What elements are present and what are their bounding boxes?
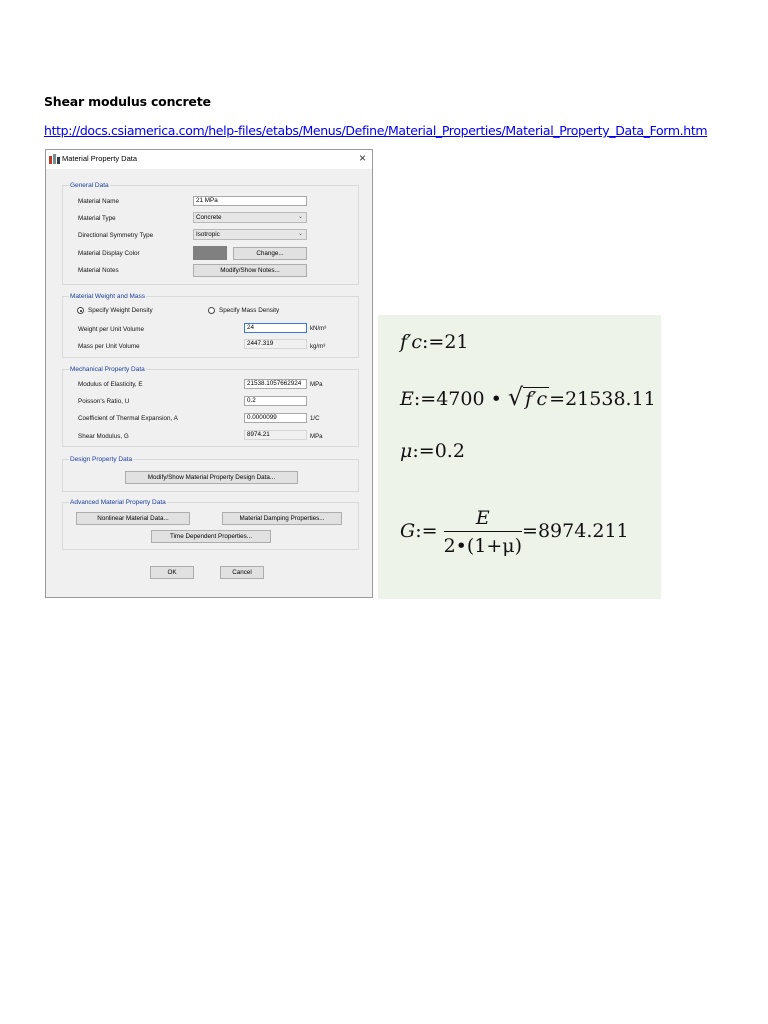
display-color-swatch (193, 246, 227, 260)
cancel-button[interactable]: Cancel (220, 566, 264, 579)
dialog-titlebar (46, 150, 372, 169)
assign-operator: := (413, 388, 437, 410)
thermal-unit: 1/C (310, 415, 320, 422)
material-notes-label: Material Notes (78, 267, 119, 274)
equals-sign: = (522, 520, 538, 542)
damping-properties-button[interactable]: Material Damping Properties... (222, 512, 342, 525)
mass-per-volume-value: 2447.319 (244, 339, 307, 349)
change-color-button[interactable]: Change... (233, 247, 307, 260)
design-data-button[interactable]: Modify/Show Material Property Design Data... (125, 471, 298, 484)
assign-operator: := (422, 331, 445, 353)
e-symbol: E (400, 388, 414, 410)
general-data-group (62, 182, 359, 285)
shear-modulus-label: Shear Modulus, G (78, 433, 129, 440)
mass-unit: kg/m³ (310, 343, 326, 350)
chevron-down-icon: ⌄ (297, 214, 303, 220)
e-result: 21538.11 (565, 388, 656, 410)
assign-operator: := (412, 440, 435, 462)
display-color-label: Material Display Color (78, 250, 140, 257)
ok-button[interactable]: OK (150, 566, 194, 579)
g-fraction (444, 507, 522, 557)
g-numerator: E (444, 507, 522, 532)
fc-value: 21 (444, 331, 469, 353)
g-result: 8974.211 (537, 520, 629, 542)
reference-link[interactable]: http://docs.csiamerica.com/help-files/etabs/Menus/Define/Material_Properties/Material_Property_Data_Form.htm (44, 123, 708, 138)
material-name-input[interactable]: 21 MPa (193, 196, 307, 206)
specify-weight-label: Specify Weight Density (88, 307, 153, 314)
mu-equation (400, 440, 465, 462)
design-data-group (62, 456, 359, 492)
weight-mass-group (62, 293, 359, 358)
formula-panel (378, 315, 661, 599)
advanced-data-legend: Advanced Material Property Data (70, 499, 166, 506)
symmetry-type-select[interactable] (193, 229, 307, 240)
g-denominator: 2•(1+μ) (443, 535, 523, 557)
modify-notes-button[interactable]: Modify/Show Notes... (193, 264, 307, 277)
poisson-label: Poisson's Ratio, U (78, 398, 130, 405)
material-type-value: Concrete (196, 214, 222, 221)
app-icon (49, 154, 60, 164)
mu-value: 0.2 (434, 440, 465, 462)
chevron-down-icon: ⌄ (297, 231, 303, 237)
weight-unit: kN/m³ (310, 325, 327, 332)
elasticity-input[interactable]: 21538.1057662924 (244, 379, 307, 389)
thermal-input[interactable]: 0.0000099 (244, 413, 307, 423)
nonlinear-data-button[interactable]: Nonlinear Material Data... (76, 512, 190, 525)
specify-mass-radio[interactable] (208, 307, 215, 314)
material-name-label: Material Name (78, 198, 119, 205)
sqrt-icon: √ (507, 383, 524, 411)
thermal-label: Coefficient of Thermal Expansion, A (78, 415, 178, 422)
poisson-input[interactable]: 0.2 (244, 396, 307, 406)
material-property-dialog (45, 149, 373, 598)
mu-symbol: μ (400, 440, 413, 462)
fc-symbol: f′c (400, 331, 422, 353)
g-symbol: G (400, 520, 416, 542)
general-data-legend: General Data (70, 182, 109, 189)
mass-per-volume-label: Mass per Unit Volume (78, 343, 140, 350)
material-type-label: Material Type (78, 215, 116, 222)
elasticity-unit: MPa (310, 381, 323, 388)
document-title: Shear modulus concrete (44, 94, 211, 109)
time-dependent-button[interactable]: Time Dependent Properties... (151, 530, 271, 543)
fc-equation (400, 331, 469, 353)
mechanical-data-legend: Mechanical Property Data (70, 366, 145, 373)
specify-weight-radio[interactable] (77, 307, 84, 314)
e-coefficient: 4700 (436, 388, 485, 410)
weight-mass-legend: Material Weight and Mass (70, 293, 146, 300)
design-data-legend: Design Property Data (70, 456, 133, 463)
close-icon[interactable]: × (358, 151, 366, 165)
advanced-data-group (62, 499, 359, 550)
multiply-dot: • (490, 388, 502, 410)
symmetry-type-label: Directional Symmetry Type (78, 232, 154, 239)
shear-modulus-unit: MPa (310, 433, 323, 440)
assign-operator: := (415, 520, 438, 542)
weight-per-volume-label: Weight per Unit Volume (78, 326, 145, 333)
elasticity-label: Modulus of Elasticity, E (78, 381, 143, 388)
material-type-select[interactable] (193, 212, 307, 223)
g-equation (400, 507, 629, 557)
shear-modulus-value: 8974.21 (244, 430, 307, 440)
mechanical-data-group (62, 366, 359, 447)
specify-mass-label: Specify Mass Density (219, 307, 280, 314)
dialog-title: Material Property Data (62, 154, 138, 163)
equals-sign: = (549, 388, 566, 410)
e-equation (400, 383, 656, 411)
weight-per-volume-input[interactable]: 24 (244, 323, 307, 333)
sqrt-radicand: f′c (525, 388, 548, 410)
symmetry-type-value: Isotropic (196, 231, 220, 238)
